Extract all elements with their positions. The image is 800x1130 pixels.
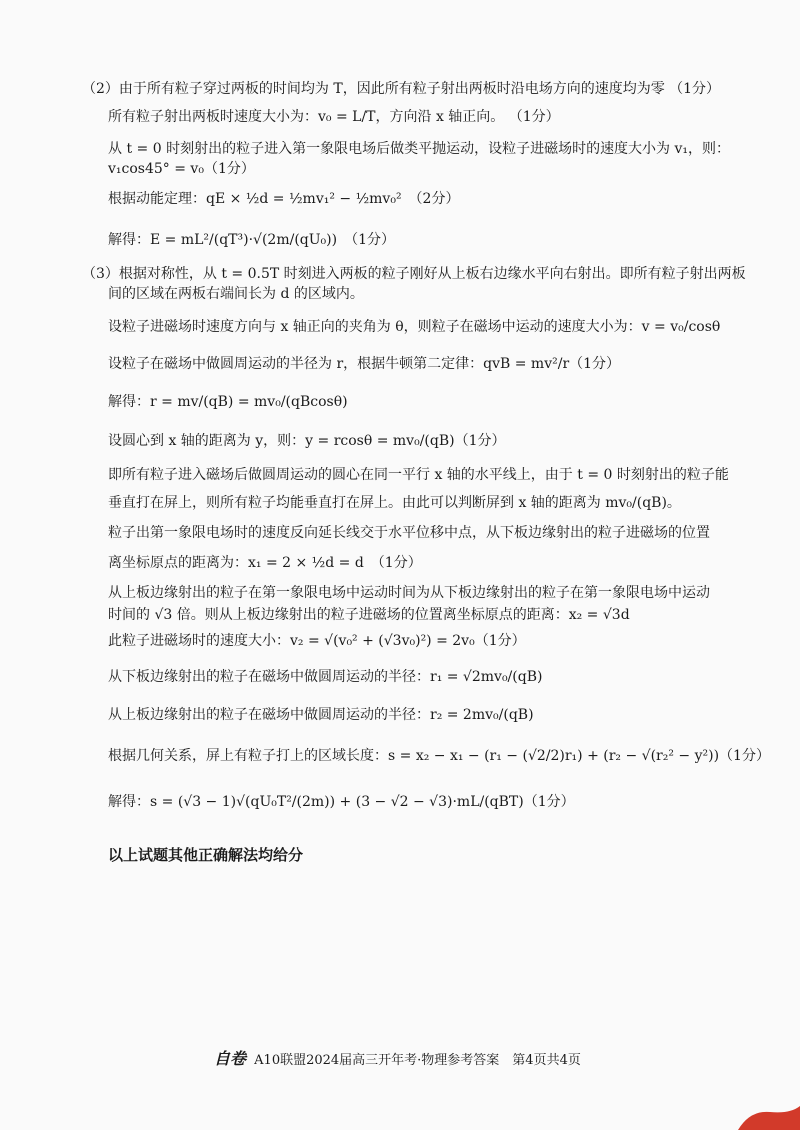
answer-line: 即所有粒子进入磁场后做圆周运动的圆心在同一平行 x 轴的水平线上，由于 t = 0 时刻射出的粒子能 [108,467,729,483]
answer-line: 从 t = 0 时刻射出的粒子进入第一象限电场后做类平抛运动，设粒子进磁场时的速度大小为 v₁，则： [108,141,731,157]
answer-line: 时间的 √3 倍。则从上板边缘射出的粒子进磁场的位置离坐标原点的距离：x₂ = √3d [108,607,630,623]
answer-line: 离坐标原点的距离为：x₁ = 2 × ½d = d （1分） [108,555,422,571]
answer-line: 此粒子进磁场时的速度大小：v₂ = √(v₀² + (√3v₀)²) = 2v₀（1分） [108,633,526,649]
answer-line: v₁cos45° = v₀（1分） [108,161,255,177]
answer-line: 设圆心到 x 轴的距离为 y，则：y = rcosθ = mv₀/(qB)（1分） [108,433,506,449]
answer-line: 根据几何关系，屏上有粒子打上的区域长度：s = x₂ − x₁ − (r₁ − (√2/2)r₁) + (r₂ − √(r₂² − y²))（1分） [108,748,770,764]
answer-line: 解得：s = (√3 − 1)√(qU₀T²/(2m)) + (3 − √2 − √3)·mL/(qBT)（1分） [108,794,575,810]
answer-line: （3）根据对称性，从 t = 0.5T 时刻进入两板的粒子刚好从上板右边缘水平向右射出。即所有粒子射出两板 [82,266,746,282]
answer-line: 设粒子进磁场时速度方向与 x 轴正向的夹角为 θ，则粒子在磁场中运动的速度大小为：v = v₀/cosθ [108,319,721,335]
answer-line: 所有粒子射出两板时速度大小为：v₀ = L/T，方向沿 x 轴正向。 （1分） [108,109,560,125]
answer-line: 从上板边缘射出的粒子在磁场中做圆周运动的半径：r₂ = 2mv₀/(qB) [108,707,534,723]
answer-line: 解得：E = mL²/(qT³)·√(2m/(qU₀)) （1分） [108,232,395,248]
answer-line: 间的区域在两板右端间长为 d 的区域内。 [108,286,364,302]
page-footer [214,1046,581,1069]
answer-line: 粒子出第一象限电场时的速度反向延长线交于水平位移中点，从下板边缘射出的粒子进磁场的位置 [108,525,710,541]
answer-line: 设粒子在磁场中做圆周运动的半径为 r，根据牛顿第二定律：qvB = mv²/r（1分） [108,356,621,372]
answer-line: 解得：r = mv/(qB) = mv₀/(qBcosθ) [108,394,348,410]
answer-line: 根据动能定理：qE × ½d = ½mv₁² − ½mv₀² （2分） [108,191,460,207]
answer-line: 从下板边缘射出的粒子在磁场中做圆周运动的半径：r₁ = √2mv₀/(qB) [108,669,543,685]
footer-text: A10联盟2024届高三开年考·物理参考答案 第4页共4页 [254,1053,581,1068]
answer-line: 垂直打在屏上，则所有粒子均能垂直打在屏上。由此可以判断屏到 x 轴的距离为 mv₀/(qB)。 [108,495,681,511]
closing-note: 以上试题其他正确解法均给分 [108,846,304,864]
publisher-logo: 自卷 [214,1049,247,1068]
answer-line: 从上板边缘射出的粒子在第一象限电场中运动时间为从下板边缘射出的粒子在第一象限电场中运动 [108,585,710,601]
corner-stamp-icon [730,1102,800,1130]
answer-line: （2）由于所有粒子穿过两板的时间均为 T，因此所有粒子射出两板时沿电场方向的速度均为零 （1分） [82,81,721,97]
